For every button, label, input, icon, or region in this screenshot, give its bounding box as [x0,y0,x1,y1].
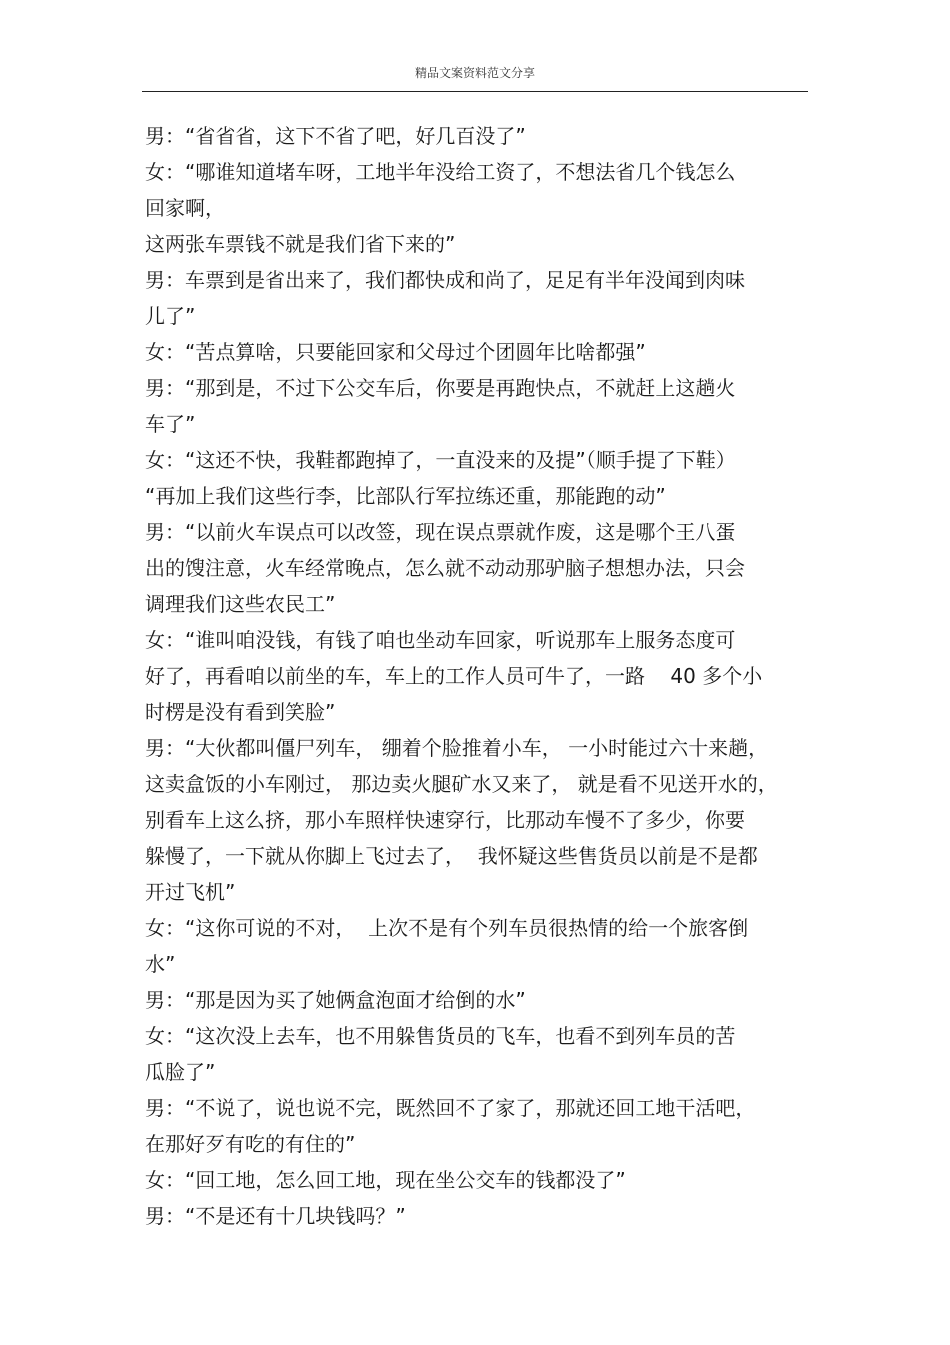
dialogue-line: 女：“回工地，怎么回工地，现在坐公交车的钱都没了” [145,1168,626,1192]
dialogue-line: 儿了” [145,304,196,328]
dialogue-line: 调理我们这些农民工” [145,592,336,616]
dialogue-line: 开过飞机” [145,880,236,904]
dialogue-line: 出的馊注意，火车经常晚点，怎么就不动动那驴脑子想想办法，只会 [145,556,745,580]
page-header: 精品文案资料范文分享 [414,66,535,80]
dialogue-line: 男：“不是还有十几块钱吗？” [145,1204,406,1228]
dialogue-line: 回家啊， [145,196,225,220]
dialogue-line: 车了” [145,412,196,436]
dialogue-line: 女：“谁叫咱没钱，有钱了咱也坐动车回家，听说那车上服务态度可 [145,628,736,652]
dialogue-line: 别看车上这么挤，那小车照样快速穿行，比那动车慢不了多少，你要 [145,808,745,832]
dialogue-line: 男：“那到是，不过下公交车后，你要是再跑快点，不就赶上这趟火 [145,376,736,400]
dialogue-line: 男：“以前火车误点可以改签，现在误点票就作废，这是哪个王八蛋 [145,520,736,544]
dialogue-line: 女：“这次没上去车，也不用躲售货员的飞车，也看不到列车员的苦 [145,1024,736,1048]
dialogue-body [145,118,810,1234]
header-divider [142,91,808,92]
dialogue-line: 好了，再看咱以前坐的车，车上的工作人员可牛了，一路 40 多个小 [145,664,763,688]
dialogue-line: 女：“这你可说的不对， 上次不是有个列车员很热情的给一个旅客倒 [145,916,749,940]
dialogue-line: 躲慢了，一下就从你脚上飞过去了， 我怀疑这些售货员以前是不是都 [145,844,758,868]
dialogue-line: 女：“这还不快，我鞋都跑掉了，一直没来的及提”（顺手提了下鞋） [145,448,736,472]
dialogue-line: 男：“大伙都叫僵尸列车， 绷着个脸推着小车， 一小时能过六十来趟， [145,736,769,760]
dialogue-line: 这卖盒饭的小车刚过， 那边卖火腿矿水又来了， 就是看不见送开水的， [145,772,778,796]
dialogue-line: 时楞是没有看到笑脸” [145,700,336,724]
dialogue-line: 男：“不说了，说也说不完，既然回不了家了，那就还回工地干活吧， [145,1096,756,1120]
dialogue-line: 在那好歹有吃的有住的” [145,1132,356,1156]
dialogue-line: 女：“苦点算啥，只要能回家和父母过个团圆年比啥都强” [145,340,646,364]
dialogue-line: 男：“那是因为买了她俩盒泡面才给倒的水” [145,988,526,1012]
dialogue-line: 男：“省省省，这下不省了吧，好几百没了” [145,124,526,148]
dialogue-line: 女：“哪谁知道堵车呀，工地半年没给工资了，不想法省几个钱怎么 [145,160,736,184]
dialogue-line: 水” [145,952,176,976]
dialogue-line: “再加上我们这些行李，比部队行军拉练还重，那能跑的动” [145,484,666,508]
dialogue-line: 这两张车票钱不就是我们省下来的” [145,232,456,256]
dialogue-line: 瓜脸了” [145,1060,216,1084]
dialogue-line: 男：车票到是省出来了，我们都快成和尚了，足足有半年没闻到肉味 [145,268,745,292]
